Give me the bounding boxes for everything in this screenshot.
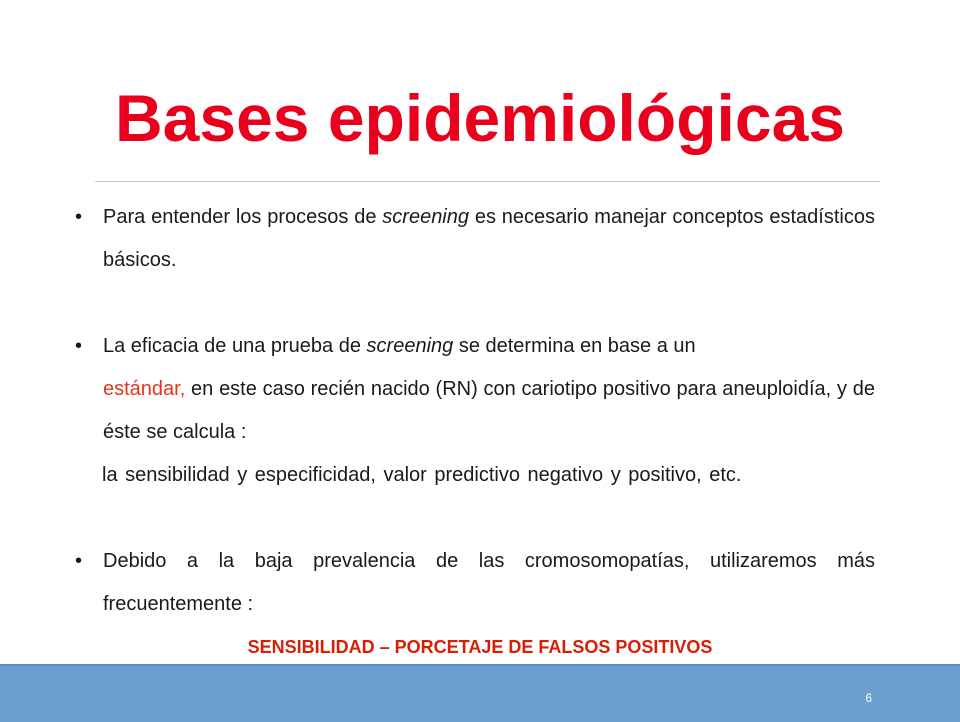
bullet-dot-icon: • — [75, 335, 83, 357]
bullet-dot-icon: • — [75, 206, 83, 228]
bullet-2-red-term: estándar, — [103, 378, 186, 400]
bullet-1-emphasis: screening — [382, 206, 469, 228]
bullet-2-text-a: La eficacia de una prueba de — [103, 335, 367, 357]
title-divider — [95, 181, 880, 182]
bullet-1-text-b: es necesario manejar conceptos estadísticos básicos. — [103, 206, 875, 271]
slide-body — [75, 196, 875, 626]
bullet-item-3 — [75, 540, 875, 626]
bullet-spacer — [75, 282, 875, 325]
highlight-conclusion: SENSIBILIDAD – PORCETAJE DE FALSOS POSITIVOS — [247, 637, 713, 657]
bullet-2-subline: la sensibilidad y especificidad, valor predictivo negativo y positivo, etc. — [102, 464, 742, 486]
slide-title: Bases epidemiológicas — [115, 81, 845, 155]
bullet-spacer — [75, 497, 875, 540]
bullet-dot-icon: • — [75, 550, 83, 572]
page-number: 6 — [865, 691, 872, 705]
bullet-3-text: Debido a la baja prevalencia de las cromosomopatías, utilizaremos más frecuentemente : — [103, 550, 875, 615]
bullet-2-text-c: en este caso recién nacido (RN) con cariotipo positivo para aneuploidía, y de éste se calcula : — [103, 378, 875, 443]
bullet-2-text-b: se determina en base a un — [453, 335, 696, 357]
bullet-item-1 — [75, 196, 875, 282]
bullet-1-text-a: Para entender los procesos de — [103, 206, 383, 228]
bullet-item-2 — [75, 325, 875, 454]
footer-bar — [0, 664, 960, 722]
bullet-2-emphasis: screening — [366, 335, 454, 357]
